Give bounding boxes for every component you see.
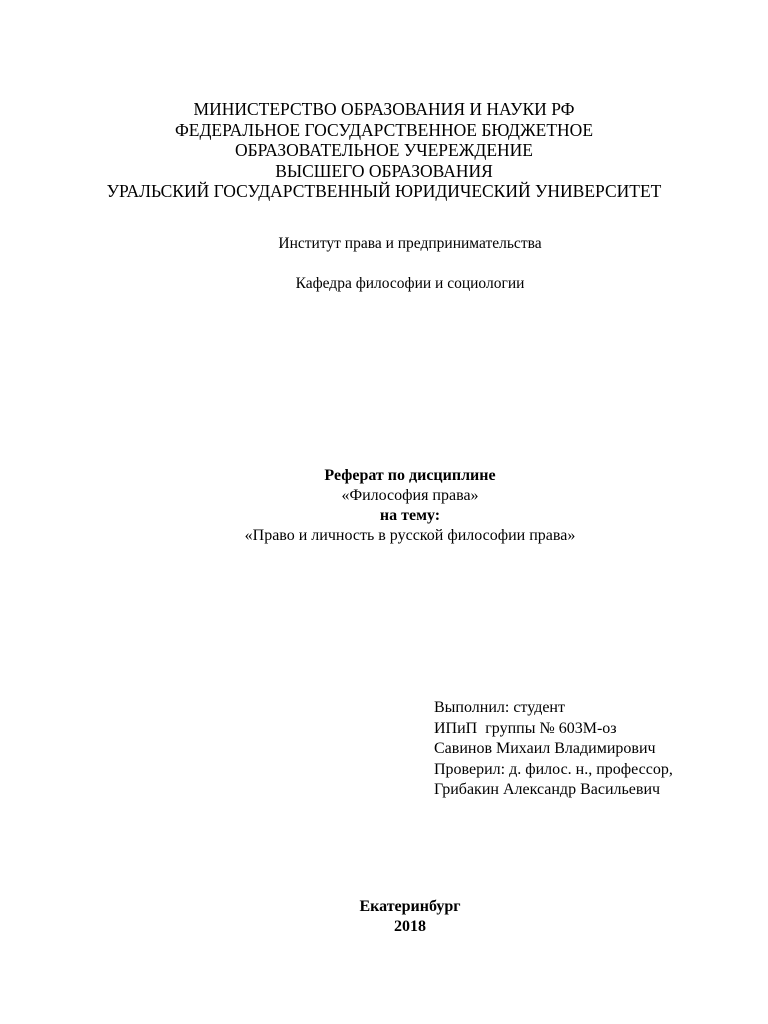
topic-title: «Право и личность в русской философии права» <box>244 527 576 544</box>
header-line-institution: ОБРАЗОВАТЕЛЬНОЕ УЧЕРЕЖДЕНИЕ <box>234 140 533 160</box>
author-group: ИПиП группы № 603М-оз <box>434 719 617 737</box>
institute-name: Институт права и предпринимательства <box>278 235 542 252</box>
reviewer-name: Грибакин Александр Васильевич <box>434 781 661 798</box>
city-name: Екатеринбург <box>359 898 461 915</box>
header-line-federal: ФЕДЕРАЛЬНОЕ ГОСУДАРСТВЕННОЕ БЮДЖЕТНОЕ <box>174 119 594 140</box>
city-year-block <box>0 897 768 937</box>
reviewer-role: Проверил: д. филос. н., профессор, <box>434 760 673 778</box>
signature-block <box>434 698 754 801</box>
work-type-label: Реферат по дисциплине <box>324 467 496 484</box>
author-role: Выполнил: студент <box>434 699 565 716</box>
author-name: Савинов Михаил Владимирович <box>434 740 656 757</box>
header-line-higher-education: ВЫСШЕГО ОБРАЗОВАНИЯ <box>275 160 493 181</box>
year: 2018 <box>394 918 426 935</box>
header-line-university: УРАЛЬСКИЙ ГОСУДАРСТВЕННЫЙ ЮРИДИЧЕСКИЙ УНИВЕРСИТЕТ <box>106 181 662 201</box>
header-line-ministry: МИНИСТЕРСТВО ОБРАЗОВАНИЯ И НАУКИ РФ <box>193 99 575 119</box>
university-header <box>0 99 768 202</box>
discipline-name: «Философия права» <box>341 487 479 504</box>
work-title-block <box>0 466 768 546</box>
department-name: Кафедра философии и социологии <box>295 275 525 292</box>
topic-label: на тему: <box>379 507 441 524</box>
